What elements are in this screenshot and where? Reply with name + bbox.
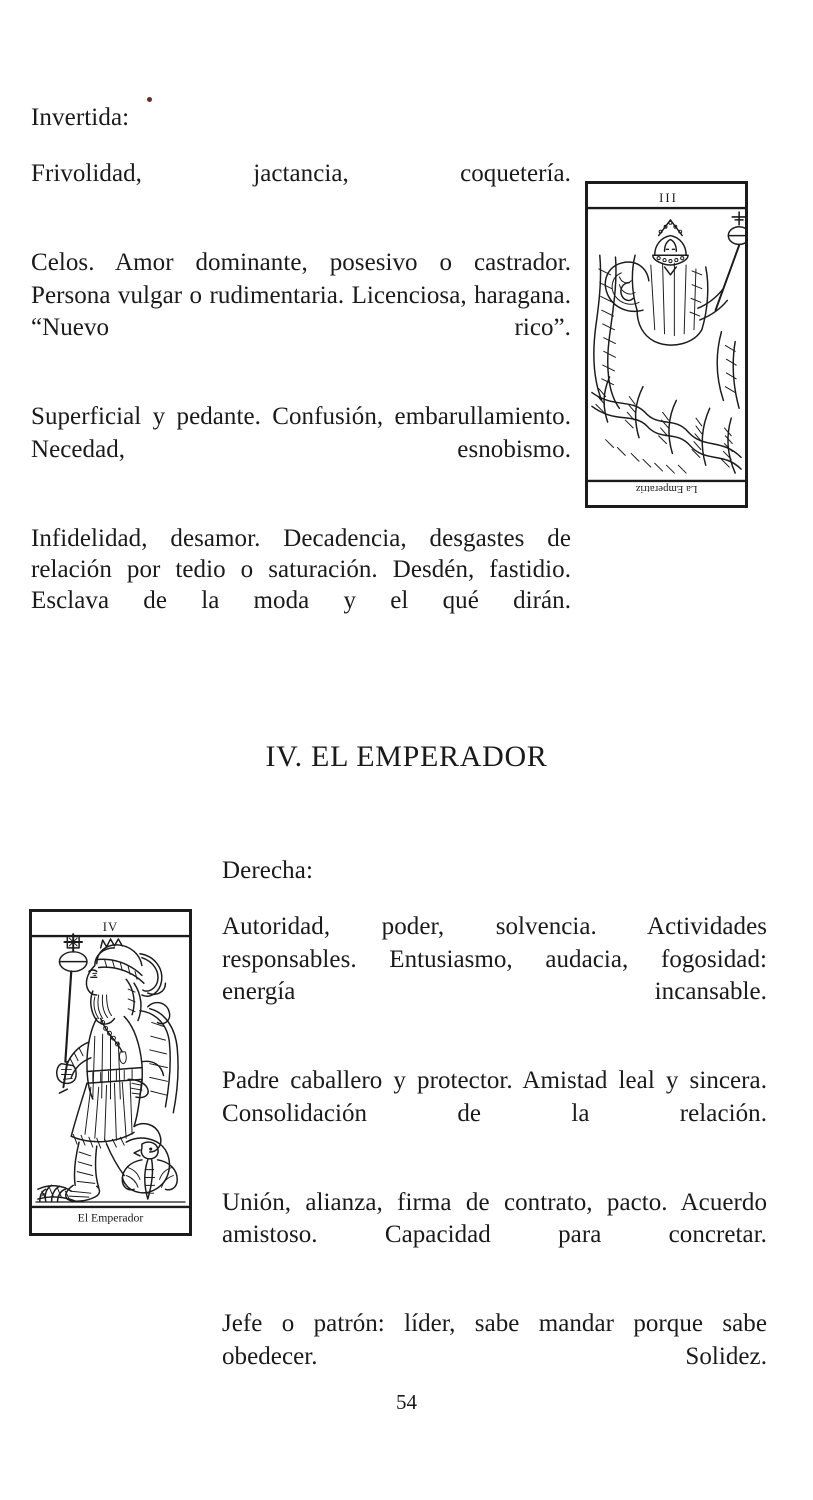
section-heading-el-emperador: IV. EL EMPERADOR xyxy=(265,740,548,773)
card-numeral-text: IV xyxy=(102,920,119,935)
card-title-text: La Emperatriz xyxy=(635,482,698,495)
scan-speck-artifact xyxy=(147,97,152,102)
paragraph: Padre caballero y protector. Amistad leal y sincera. Consolidación de la relación. xyxy=(222,1067,767,1127)
el-emperador-illustration xyxy=(32,912,189,1233)
la-emperatriz-illustration xyxy=(588,184,745,505)
upright-meaning-section xyxy=(222,857,767,1406)
paragraph: Celos. Amor dominante, posesivo o castrador. Persona vulgar o rudimentaria. Licenciosa, haragana. “Nuevo rico”. xyxy=(31,249,571,341)
card-numeral-text: III xyxy=(657,190,676,205)
paragraph: Unión, alianza, firma de contrato, pacto. Acuerdo amistoso. Capacidad para concretar. xyxy=(222,1188,767,1248)
paragraph: Infidelidad, desamor. Decadencia, desgastes de relación por tedio o saturación. Desdén, fastidio. Esclava de la moda y el qué dirán. xyxy=(31,524,571,614)
paragraph: Superficial y pedante. Confusión, embarullamiento. Necedad, esnobismo. xyxy=(31,403,571,463)
inverted-meaning-section xyxy=(31,104,571,647)
paragraph: Jefe o patrón: líder, sabe mandar porque sabe obedecer. Solidez. xyxy=(222,1310,767,1370)
orientation-label-invertida: Invertida: xyxy=(31,104,130,131)
paragraph: Frivolidad, jactancia, coquetería. xyxy=(31,160,571,187)
card-title-text: El Emperador xyxy=(77,1211,144,1225)
paragraph: Autoridad, poder, solvencia. Actividades responsables. Entusiasmo, audacia, fogosidad: energía incansable. xyxy=(222,913,767,1005)
orientation-label-derecha: Derecha: xyxy=(222,857,314,884)
tarot-card-el-emperador xyxy=(29,909,192,1236)
tarot-card-la-emperatriz xyxy=(585,181,748,508)
page-number: 54 xyxy=(396,1390,417,1414)
